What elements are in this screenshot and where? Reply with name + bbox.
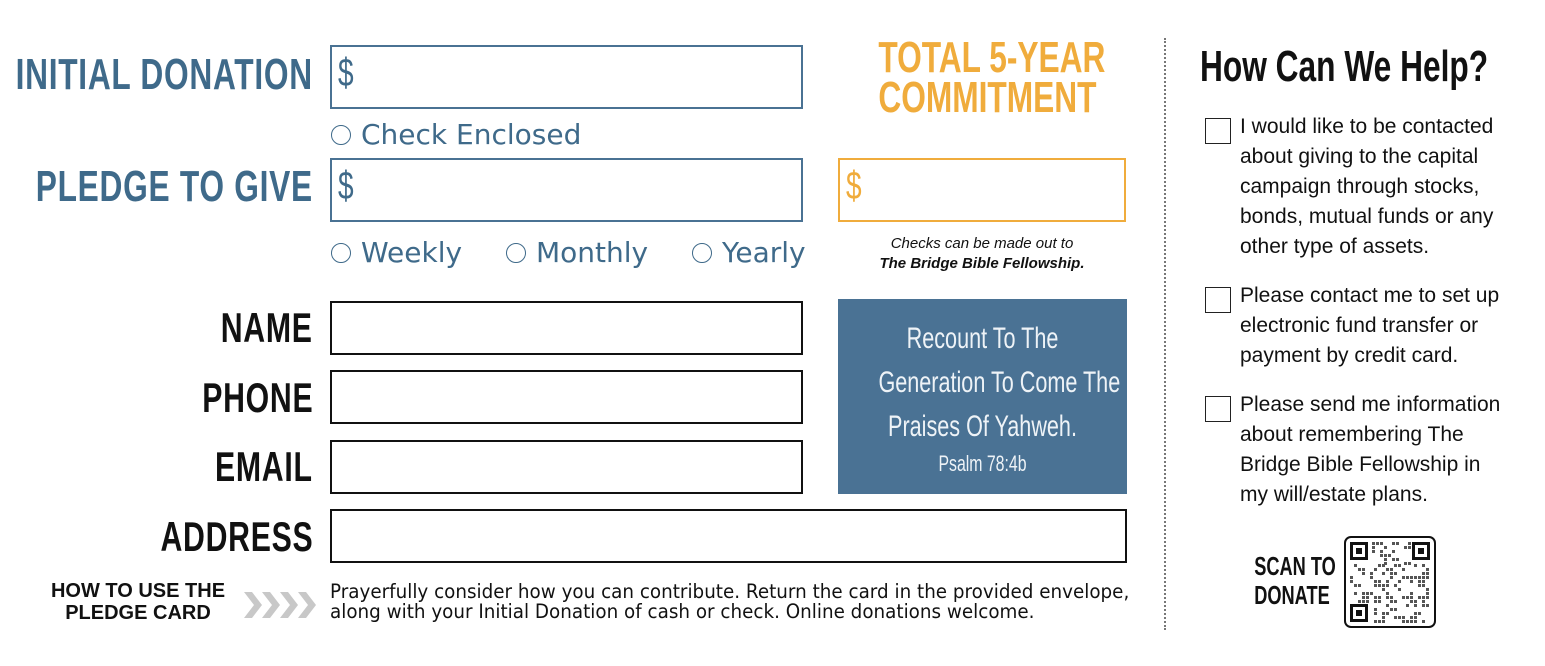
- checkbox-icon[interactable]: [1205, 118, 1231, 144]
- phone-label: PHONE: [201, 374, 313, 421]
- checks-note-line2: The Bridge Bible Fellowship.: [879, 255, 1085, 272]
- frequency-weekly[interactable]: [331, 236, 462, 269]
- chevrons-icon: [244, 590, 318, 620]
- option-text: Please contact me to set up: [1240, 284, 1500, 307]
- how-to-heading-line1: HOW TO USE THE: [50, 580, 226, 602]
- commitment-title-line2: COMMITMENT: [878, 73, 1097, 122]
- dollar-sign: $: [338, 51, 354, 95]
- frequency-yearly[interactable]: [692, 236, 806, 269]
- option-text: Bridge Bible Fellowship in: [1240, 453, 1481, 476]
- option-text: payment by credit card.: [1240, 344, 1459, 367]
- verse-line2: Generation To Come The: [878, 366, 1121, 399]
- option-text: about giving to the capital: [1240, 145, 1479, 168]
- option-text: I would like to be contacted: [1240, 115, 1494, 138]
- instructions-line1: Prayerfully consider how you can contribute. Return the card in the provided envelope,: [330, 580, 1130, 603]
- monthly-label: Monthly: [536, 236, 649, 269]
- checkbox-icon[interactable]: [1205, 287, 1231, 313]
- option-text: other type of assets.: [1240, 235, 1430, 258]
- check-enclosed-option[interactable]: [331, 118, 581, 151]
- checkbox-icon[interactable]: [1205, 396, 1231, 422]
- verse-line1: Recount To The: [906, 322, 1059, 355]
- radio-icon[interactable]: [331, 125, 351, 145]
- frequency-monthly[interactable]: [506, 236, 648, 269]
- qr-code-icon[interactable]: [1344, 536, 1436, 628]
- verse-box: [838, 299, 1127, 494]
- total-commitment-field[interactable]: [838, 158, 1126, 222]
- help-title: How Can We Help?: [1200, 42, 1489, 91]
- phone-field[interactable]: [330, 370, 803, 424]
- radio-icon[interactable]: [692, 243, 712, 263]
- help-option-assets[interactable]: [1205, 112, 1493, 262]
- check-enclosed-label: Check Enclosed: [361, 118, 582, 151]
- pledge-field[interactable]: [330, 158, 803, 222]
- how-to-heading-line2: PLEDGE CARD: [65, 602, 211, 624]
- initial-donation-field[interactable]: [330, 45, 803, 109]
- scan-line1: SCAN TO: [1254, 551, 1336, 581]
- verse-line3: Praises Of Yahweh.: [888, 410, 1077, 443]
- how-to-heading: [40, 580, 236, 624]
- verse-reference: Psalm 78:4b: [938, 451, 1027, 476]
- checks-note-line1: Checks can be made out to: [890, 235, 1074, 252]
- option-text: Please send me information: [1240, 393, 1501, 416]
- yearly-label: Yearly: [722, 236, 806, 269]
- option-text: my will/estate plans.: [1240, 483, 1428, 506]
- address-label: ADDRESS: [160, 513, 313, 560]
- scan-to-donate: [1238, 552, 1346, 610]
- pledge-label: PLEDGE TO GIVE: [35, 162, 313, 211]
- dotted-divider: [1164, 38, 1166, 630]
- help-option-eft[interactable]: [1205, 281, 1499, 371]
- email-field[interactable]: [330, 440, 803, 494]
- instructions-text: [330, 582, 1180, 622]
- radio-icon[interactable]: [506, 243, 526, 263]
- option-text: electronic fund transfer or: [1240, 314, 1479, 337]
- option-text: bonds, mutual funds or any: [1240, 205, 1494, 228]
- option-text: about remembering The: [1240, 423, 1464, 446]
- email-label: EMAIL: [215, 443, 313, 490]
- option-text: campaign through stocks,: [1240, 175, 1480, 198]
- instructions-line2: along with your Initial Donation of cash or check. Online donations welcome.: [330, 600, 1035, 623]
- commitment-title: [838, 33, 1126, 122]
- name-field[interactable]: [330, 301, 803, 355]
- dollar-sign: $: [338, 164, 354, 208]
- address-field[interactable]: [330, 509, 1127, 563]
- scan-line2: DONATE: [1254, 580, 1330, 610]
- commitment-title-line1: TOTAL 5-YEAR: [878, 33, 1106, 82]
- radio-icon[interactable]: [331, 243, 351, 263]
- name-label: NAME: [221, 304, 313, 351]
- initial-donation-label: INITIAL DONATION: [15, 50, 313, 99]
- weekly-label: Weekly: [361, 236, 463, 269]
- checks-note: [838, 234, 1126, 274]
- help-option-estate[interactable]: [1205, 390, 1500, 510]
- dollar-sign: $: [846, 164, 862, 208]
